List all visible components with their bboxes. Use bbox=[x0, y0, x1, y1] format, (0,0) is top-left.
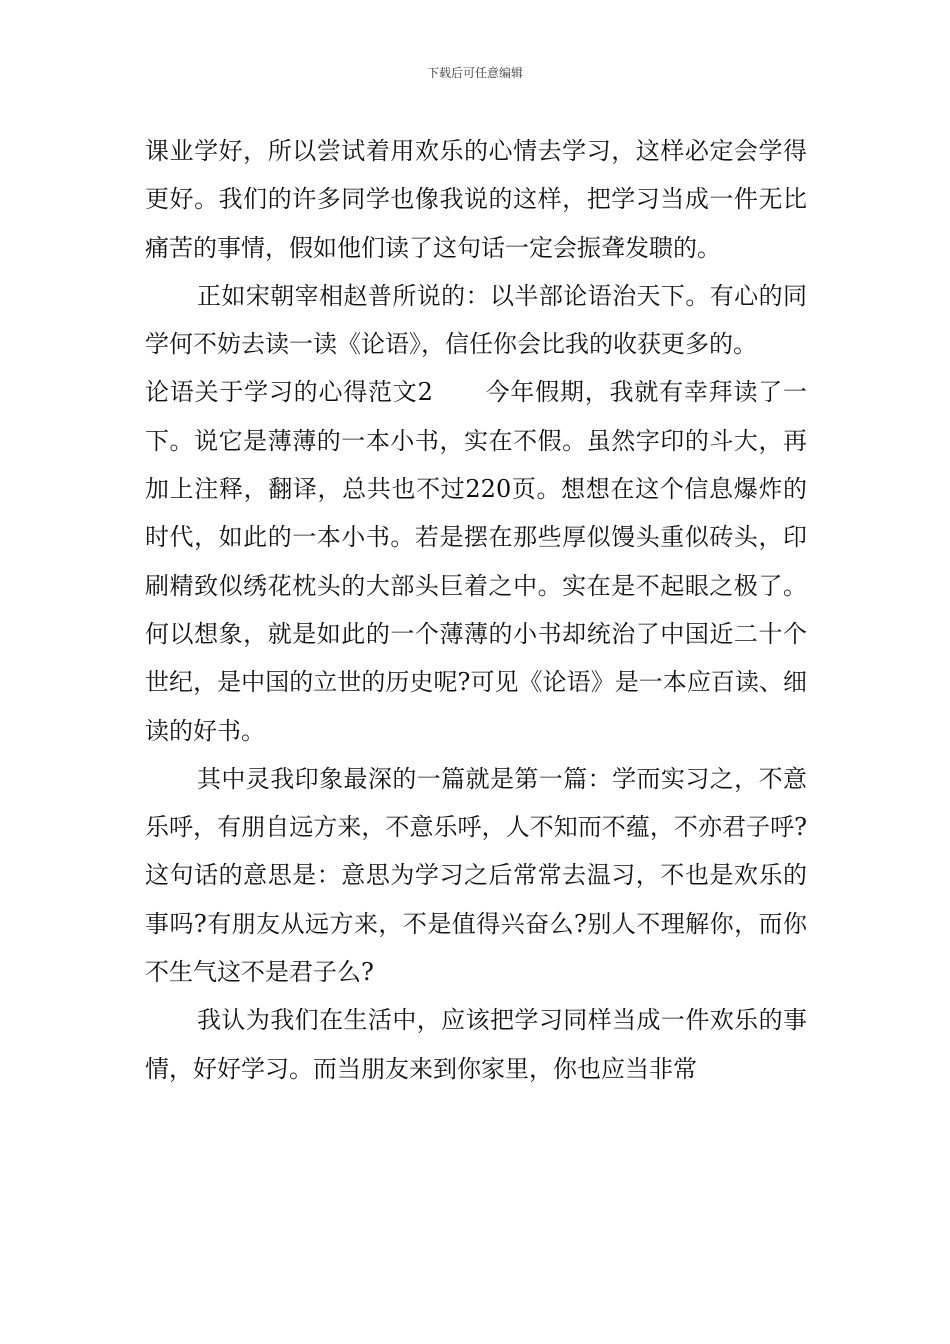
paragraph-holiday-text: 今年假期，我就有幸拜读了一下。说它是薄薄的一本小书，实在不假。虽然字印的斗大，再加上注释，翻译，总共也不过220页。想想在这个信息爆炸的时代，如此的一本小书。若是摆在那些厚似馒头重似砖头，印刷精致似绣花枕头的大部头巨着之中。实在是不起眼之极了。何以想象，就是如此的一个薄薄的小书却统治了中国近二十个世纪，是中国的立世的历史呢?可见《论语》是一本应百读、细读的好书。 bbox=[145, 378, 807, 745]
paragraph-section-intro bbox=[145, 368, 807, 754]
paragraph-conclusion: 我认为我们在生活中，应该把学习同样当成一件欢乐的事情，好好学习。而当朋友来到你家里，你也应当非常 bbox=[145, 1006, 807, 1083]
section-title: 论语关于学习的心得范文2 bbox=[145, 378, 433, 407]
paragraph-zhao-pu: 正如宋朝宰相赵普所说的：以半部论语治天下。有心的同学何不妨去读一读《论语》，信任你会比我的收获更多的。 bbox=[145, 281, 807, 359]
paragraph-continuation: 课业学好，所以尝试着用欢乐的心情去学习，这样必定会学得更好。我们的许多同学也像我说的这样，把学习当成一件无比痛苦的事情，假如他们读了这句话一定会振聋发聩的。 bbox=[145, 137, 807, 262]
document-body bbox=[145, 127, 807, 1093]
page-header: 下载后可任意编辑 bbox=[426, 66, 523, 80]
paragraph-first-chapter: 其中灵我印象最深的一篇就是第一篇：学而实习之，不意乐呼，有朋自远方来，不意乐呼，人不知而不蕴，不亦君子呼?这句话的意思是：意思为学习之后常常去温习，不也是欢乐的事吗?有朋友从远方来，不是值得兴奋么?别人不理解你，而你不生气这不是君子么? bbox=[145, 764, 807, 987]
